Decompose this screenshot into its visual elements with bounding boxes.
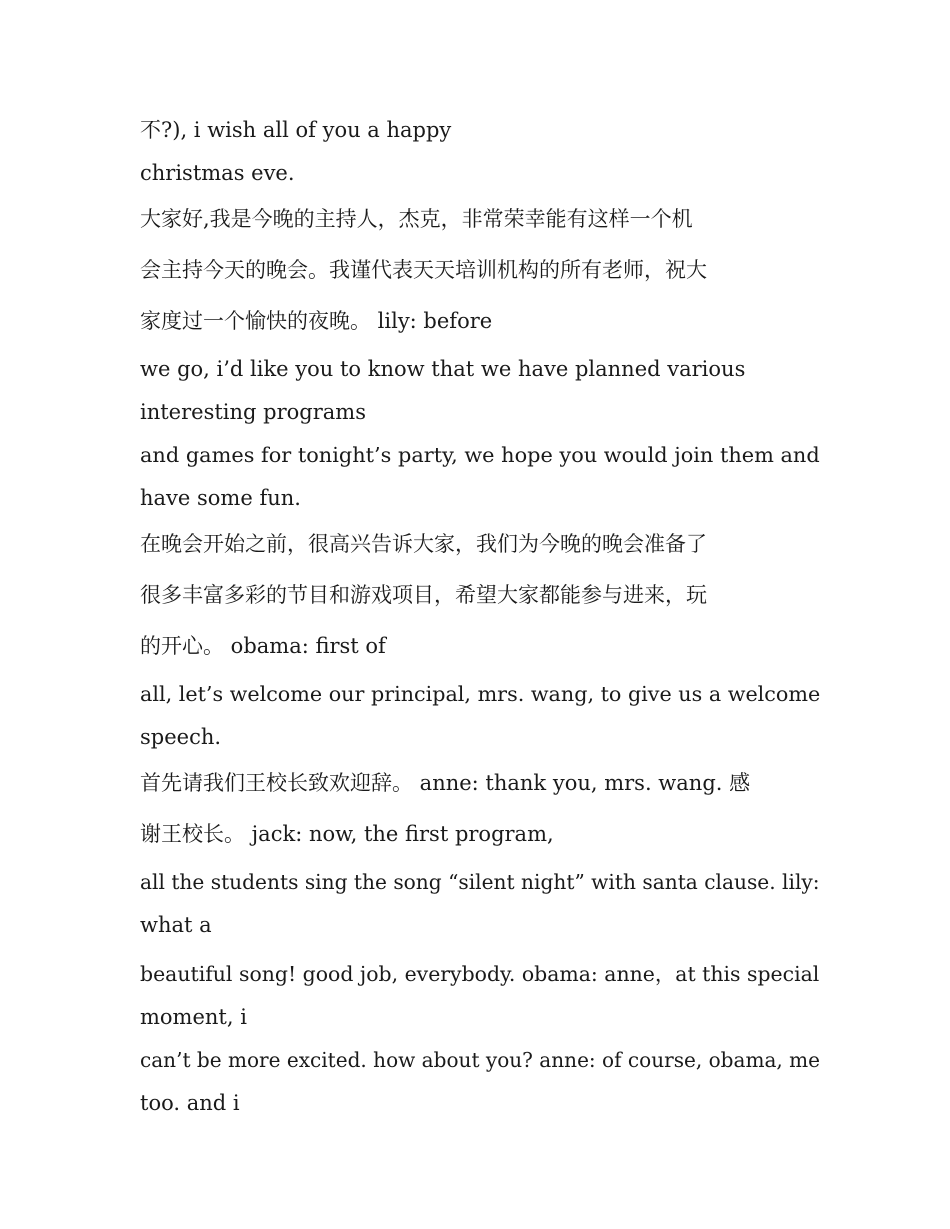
text-line: 首先请我们王校长致欢迎辞。 anne: thank you, mrs. wang. 感 bbox=[140, 771, 751, 795]
text-line: 家度过一个愉快的夜晚。 lily: before bbox=[140, 309, 493, 333]
text-line: 大家好,我是今晚的主持人，杰克，非常荣幸能有这样一个机 bbox=[140, 207, 693, 231]
text-line: beautiful song! good job, everybody. obama: anne，at this special bbox=[140, 962, 820, 986]
text-line: we go, i’d like you to know that we have planned various bbox=[140, 357, 746, 381]
text-line: 谢王校长。 jack: now, the first program, bbox=[140, 822, 554, 846]
text-line: interesting programs bbox=[140, 400, 366, 424]
text-line: all the students sing the song “silent night” with santa clause. lily: bbox=[140, 870, 820, 894]
text-line: 会主持今天的晚会。我谨代表天天培训机构的所有老师，祝大 bbox=[140, 258, 707, 282]
text-line: moment, i bbox=[140, 1005, 247, 1029]
document-text bbox=[140, 113, 820, 1129]
text-line: 很多丰富多彩的节目和游戏项目，希望大家都能参与进来，玩 bbox=[140, 583, 707, 607]
text-line: all, let’s welcome our principal, mrs. wang, to give us a welcome bbox=[140, 682, 821, 706]
text-line: speech. bbox=[140, 725, 222, 749]
text-line: have some fun. bbox=[140, 486, 301, 510]
text-line: can’t be more excited. how about you? anne: of course, obama, me bbox=[140, 1048, 821, 1072]
text-line: 的开心。 obama: first of bbox=[140, 634, 386, 658]
text-line: 不?), i wish all of you a happy bbox=[140, 118, 452, 142]
text-line: and games for tonight’s party, we hope you would join them and bbox=[140, 443, 820, 467]
text-line: 在晚会开始之前，很高兴告诉大家，我们为今晚的晚会准备了 bbox=[140, 532, 707, 556]
text-line: too. and i bbox=[140, 1091, 240, 1115]
text-line: christmas eve. bbox=[140, 161, 295, 185]
text-line: what a bbox=[140, 913, 212, 937]
